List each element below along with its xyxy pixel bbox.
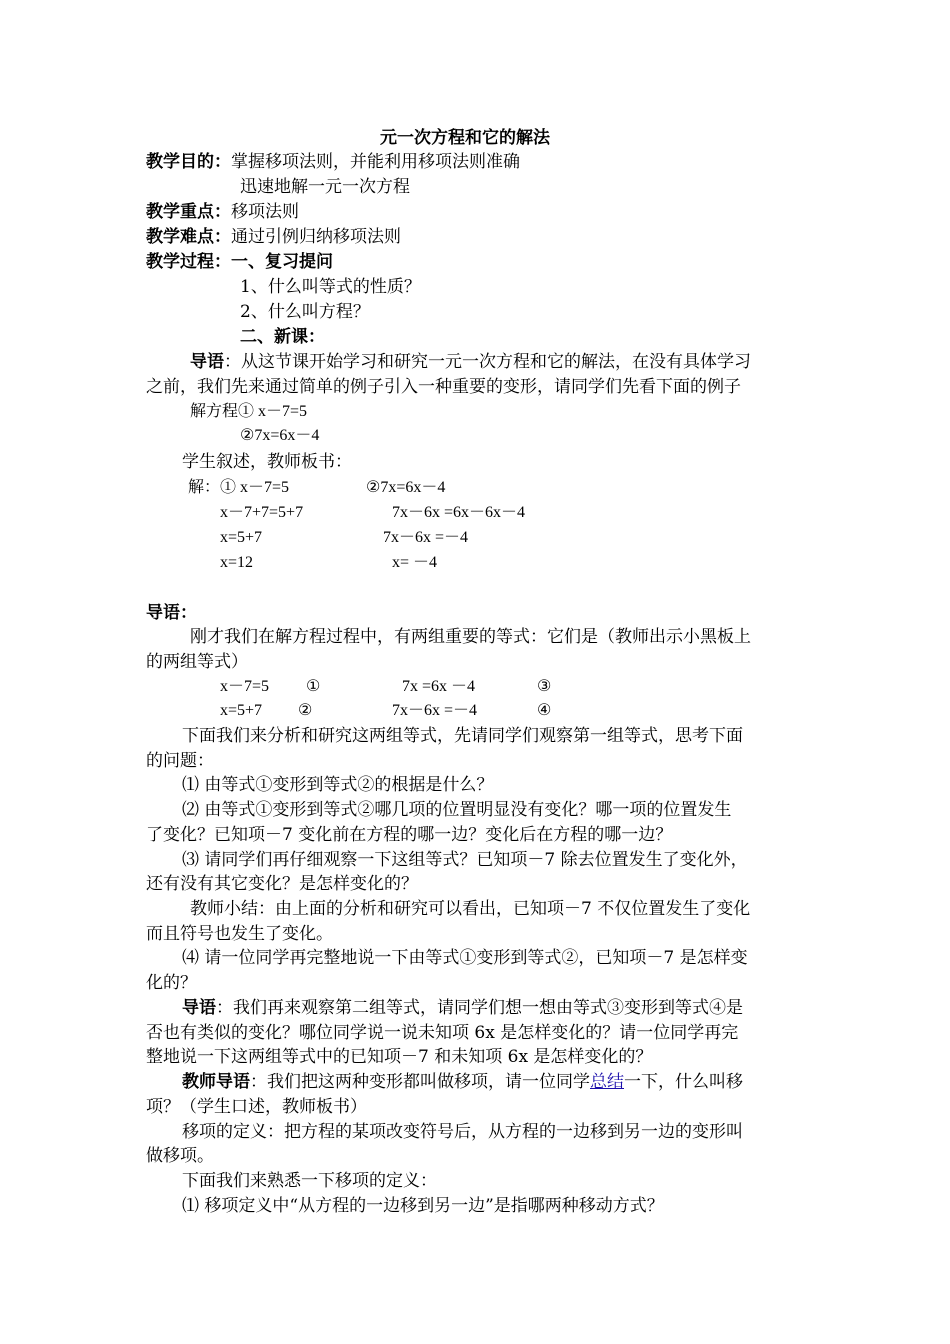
guide2-label: 导语： [146, 603, 197, 623]
question-2-line-1: ⑵ 由等式①变形到等式②哪几项的位置明显没有变化？哪一项的位置发生 [182, 800, 732, 820]
intro-paragraph [190, 350, 751, 374]
review-question-1: 1、什么叫等式的性质？ [240, 277, 421, 297]
guide3-paragraph [182, 996, 743, 1020]
equation-group-left: x－7=5 [220, 678, 270, 695]
intro-line-2: 之前，我们先来通过简单的例子引入一种重要的变形，请同学们先看下面的例子 [146, 377, 741, 397]
definition-question-1: ⑴ 移项定义中“从方程的一边移到另一边”是指哪两种移动方式？ [182, 1196, 664, 1216]
objective-difficulty [146, 225, 401, 249]
question-3-line-2: 还有没有其它变化？是怎样变化的？ [146, 874, 418, 894]
page-title: 元一次方程和它的解法 [380, 128, 550, 148]
review-question-2: 2、什么叫方程？ [240, 302, 370, 322]
solution-left-2: x=5+7 [220, 529, 263, 546]
guide2-line-1: 刚才我们在解方程过程中，有两组重要的等式：它们是（教师出示小黑板上 [190, 627, 751, 647]
purpose-text-cont: 迅速地解一元一次方程 [240, 177, 410, 197]
process-label: 教学过程： [146, 252, 231, 272]
intro-line-1: ：从这节课开始学习和研究一元一次方程和它的解法，在没有具体学习 [224, 352, 751, 372]
teacher-guide-text-end: 一下，什么叫移 [624, 1072, 743, 1092]
equation-group-right: 7x－6x =－4 [392, 702, 478, 719]
purpose-text: 掌握移项法则，并能利用移项法则准确 [231, 152, 520, 172]
question-4-line-1: ⑷ 请一位同学再完整地说一下由等式①变形到等式②，已知项－7 是怎样变 [182, 948, 748, 968]
process-text: 一、复习提问 [231, 252, 333, 272]
equation-mark: ② [298, 702, 313, 719]
teacher-summary-line-2: 而且符号也发生了变化。 [146, 924, 333, 944]
key-text: 移项法则 [231, 202, 299, 222]
new-lesson-heading: 二、新课： [240, 327, 325, 347]
equation-group-right: 7x =6x －4 [402, 678, 476, 695]
student-note: 学生叙述，教师板书： [182, 452, 352, 472]
solution-right-0: ②7x=6x－4 [366, 479, 446, 496]
question-3-line-1: ⑶ 请同学们再仔细观察一下这组等式？已知项－7 除去位置发生了变化外， [182, 850, 748, 870]
solution-left-0: 解：① x－7=5 [188, 479, 290, 496]
solution-left-1: x－7+7=5+7 [220, 504, 304, 521]
guide3-label: 导语 [182, 998, 216, 1018]
objective-key [146, 200, 299, 224]
solution-right-1: 7x－6x =6x－6x－4 [392, 504, 526, 521]
analyze-line-1: 下面我们来分析和研究这两组等式，先请同学们观察第一组等式，思考下面 [182, 726, 743, 746]
teacher-guide-label: 教师导语 [182, 1072, 250, 1092]
intro-label: 导语 [190, 352, 224, 372]
key-label: 教学重点： [146, 202, 231, 222]
question-2-line-2: 了变化？已知项－7 变化前在方程的哪一边？变化后在方程的哪一边？ [146, 825, 673, 845]
guide2-line-2: 的两组等式） [146, 652, 248, 672]
difficulty-text: 通过引例归纳移项法则 [231, 227, 401, 247]
solve-equation-2: ②7x=6x－4 [240, 427, 320, 444]
teacher-summary-line-1: 教师小结：由上面的分析和研究可以看出，已知项－7 不仅位置发生了变化 [190, 899, 751, 919]
solution-right-3: x= －4 [392, 554, 438, 571]
difficulty-label: 教学难点： [146, 227, 231, 247]
teacher-guide-line-2: 项？（学生口述，教师板书） [146, 1097, 367, 1117]
familiar-line: 下面我们来熟悉一下移项的定义： [182, 1171, 437, 1191]
solve-equation-1: 解方程① x－7=5 [190, 403, 308, 420]
purpose-label: 教学目的： [146, 152, 231, 172]
teacher-guide-paragraph [182, 1070, 743, 1094]
objective-purpose [146, 150, 520, 174]
summary-link[interactable]: 总结 [590, 1072, 624, 1092]
question-1: ⑴ 由等式①变形到等式②的根据是什么？ [182, 775, 494, 795]
definition-line-1: 移项的定义：把方程的某项改变符号后，从方程的一边移到另一边的变形叫 [182, 1122, 743, 1142]
guide3-line-1: ：我们再来观察第二组等式，请同学们想一想由等式③变形到等式④是 [216, 998, 743, 1018]
analyze-line-2: 的问题： [146, 751, 214, 771]
guide3-line-2: 否也有类似的变化？哪位同学说一说未知项 6x 是怎样变化的？请一位同学再完 [146, 1023, 739, 1043]
solution-right-2: 7x－6x =－4 [383, 529, 469, 546]
definition-line-2: 做移项。 [146, 1146, 214, 1166]
equation-group-left: x=5+7 [220, 702, 263, 719]
equation-mark: ① [306, 678, 321, 695]
equation-mark: ④ [537, 702, 552, 719]
question-4-line-2: 化的？ [146, 973, 197, 993]
solution-left-3: x=12 [220, 554, 254, 571]
equation-mark: ③ [537, 678, 552, 695]
guide3-line-3: 整地说一下这两组等式中的已知项－7 和未知项 6x 是怎样变化的？ [146, 1047, 653, 1067]
objective-process [146, 250, 333, 274]
teacher-guide-text: ：我们把这两种变形都叫做移项，请一位同学 [250, 1072, 590, 1092]
